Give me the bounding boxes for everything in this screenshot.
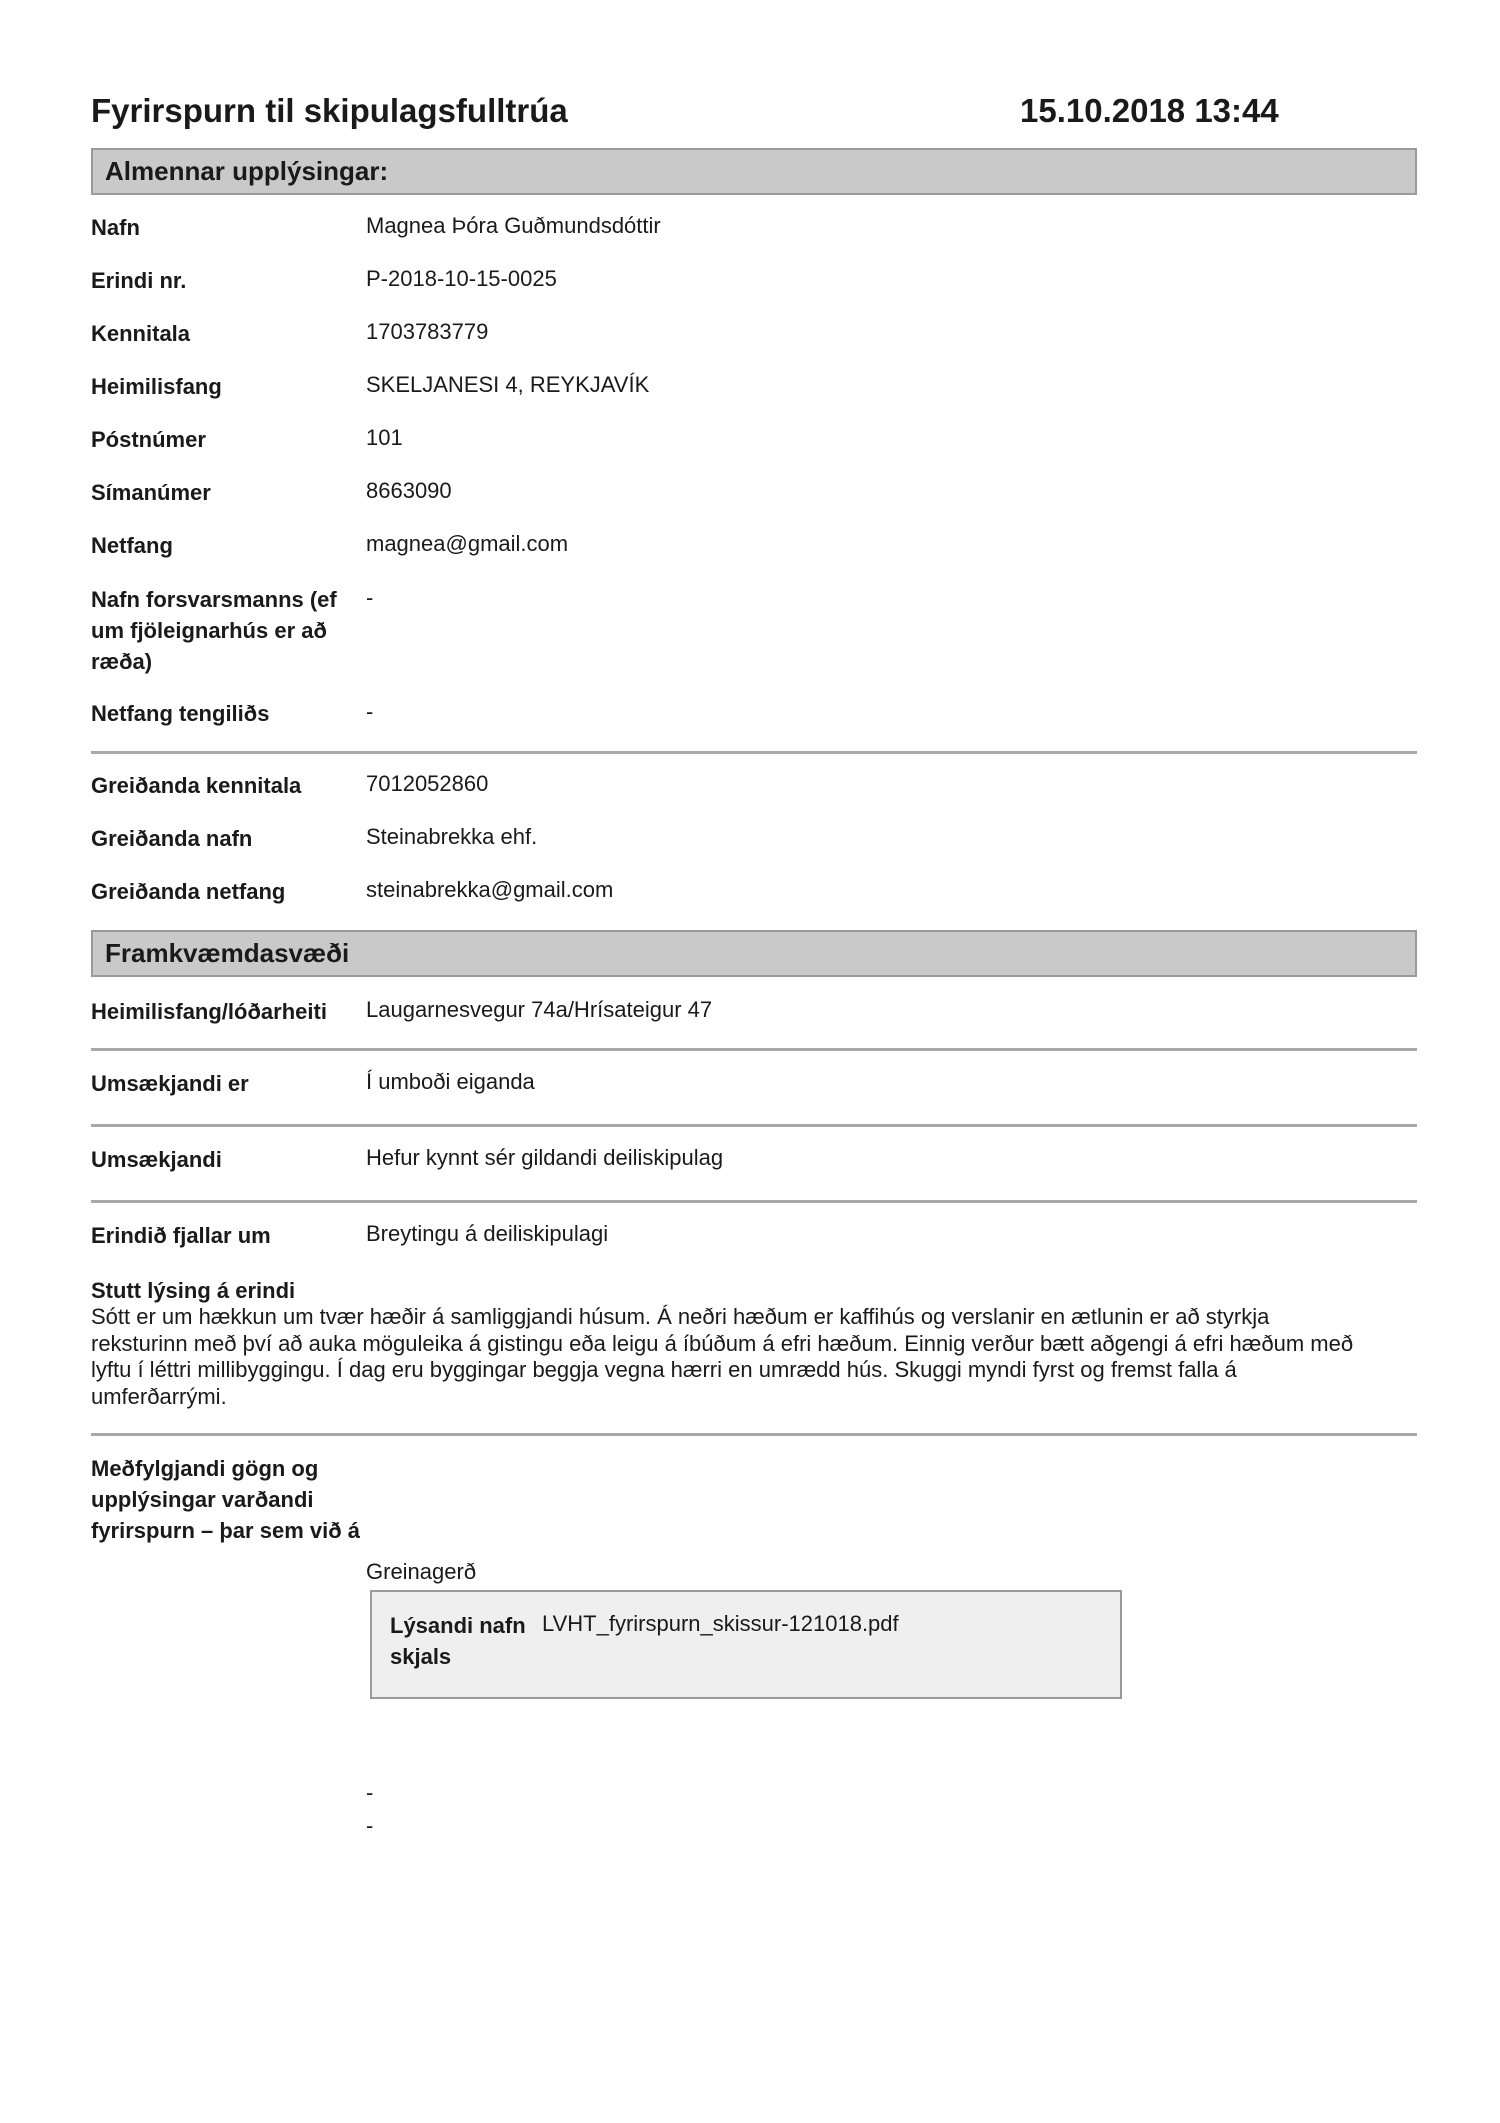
divider <box>91 1200 1417 1203</box>
divider <box>91 1433 1417 1436</box>
label-applicant: Umsækjandi <box>91 1147 222 1172</box>
value-payer-email: steinabrekka@gmail.com <box>366 877 614 902</box>
description-text <box>91 1304 1417 1410</box>
value-postcode: 101 <box>366 425 403 450</box>
value-applicant: Hefur kynnt sér gildandi deiliskipulag <box>366 1145 724 1170</box>
attachment-extra-2: - <box>366 1813 374 1838</box>
label-name: Nafn <box>91 215 140 240</box>
label-payer-email: Greiðanda netfang <box>91 879 286 904</box>
divider <box>91 751 1417 754</box>
value-payer-id: 7012052860 <box>366 771 489 796</box>
label-phone: Símanúmer <box>91 480 211 505</box>
description-line: Sótt er um hækkun um tvær hæðir á samliggjandi húsum. Á neðri hæðum er kaffihús og verslanir en ætlunin er að styrkja <box>91 1304 1270 1329</box>
description-line: reksturinn með því að auka möguleika á gistingu eða leigu á íbúðum á efri hæðum. Einnig verður bætt aðgengi á efri hæðum með <box>91 1330 1354 1356</box>
label-case-subject: Erindið fjallar um <box>91 1223 271 1248</box>
value-representative: - <box>366 585 374 610</box>
label-email: Netfang <box>91 533 173 558</box>
section-header-area: Framkvæmdasvæði <box>91 930 1417 977</box>
value-applicant-is: Í umboði eiganda <box>366 1069 535 1094</box>
label-postcode: Póstnúmer <box>91 427 206 452</box>
label-lot-address: Heimilisfang/lóðarheiti <box>91 999 327 1024</box>
label-address: Heimilisfang <box>91 374 222 399</box>
label-case-number: Erindi nr. <box>91 268 187 293</box>
label-payer-name: Greiðanda nafn <box>91 826 253 851</box>
page-title: Fyrirspurn til skipulagsfulltrúa <box>91 92 568 129</box>
attachment-box <box>370 1590 1122 1699</box>
label-contact-email: Netfang tengiliðs <box>91 701 270 726</box>
value-email: magnea@gmail.com <box>366 531 569 556</box>
value-address: SKELJANESI 4, REYKJAVÍK <box>366 372 650 397</box>
value-id-number: 1703783779 <box>366 319 489 344</box>
attachment-file-label: Lýsandi nafn skjals <box>390 1613 526 1669</box>
value-contact-email: - <box>366 699 374 724</box>
attachment-extra-1: - <box>366 1780 374 1805</box>
attachments-label: Meðfylgjandi gögn og upplýsingar varðandi fyrirspurn – þar sem við á <box>91 1456 360 1543</box>
attachment-category: Greinagerð <box>366 1559 477 1584</box>
description-line: lyftu í léttri millibyggingu. Í dag eru byggingar beggja vegna hærri en umrædd hús. Skuggi myndi fyrst og fremst falla á <box>91 1357 1237 1382</box>
value-payer-name: Steinabrekka ehf. <box>366 824 538 849</box>
description-label: Stutt lýsing á erindi <box>91 1278 296 1303</box>
value-name: Magnea Þóra Guðmundsdóttir <box>366 213 661 238</box>
submission-datetime: 15.10.2018 13:44 <box>1020 92 1279 129</box>
label-representative: Nafn forsvarsmanns (ef um fjöleignarhús er að ræða) <box>91 587 337 674</box>
label-payer-id: Greiðanda kennitala <box>91 773 302 798</box>
value-phone: 8663090 <box>366 478 452 503</box>
divider <box>91 1124 1417 1127</box>
attachment-file-name[interactable]: LVHT_fyrirspurn_skissur-121018.pdf <box>542 1611 899 1636</box>
section-header-general: Almennar upplýsingar: <box>91 148 1417 195</box>
value-case-number: P-2018-10-15-0025 <box>366 266 557 291</box>
value-case-subject: Breytingu á deiliskipulagi <box>366 1221 609 1246</box>
divider <box>91 1048 1417 1051</box>
description-line: umferðarrými. <box>91 1383 227 1409</box>
label-applicant-is: Umsækjandi er <box>91 1071 249 1096</box>
value-lot-address: Laugarnesvegur 74a/Hrísateigur 47 <box>366 997 713 1022</box>
label-id-number: Kennitala <box>91 321 191 346</box>
